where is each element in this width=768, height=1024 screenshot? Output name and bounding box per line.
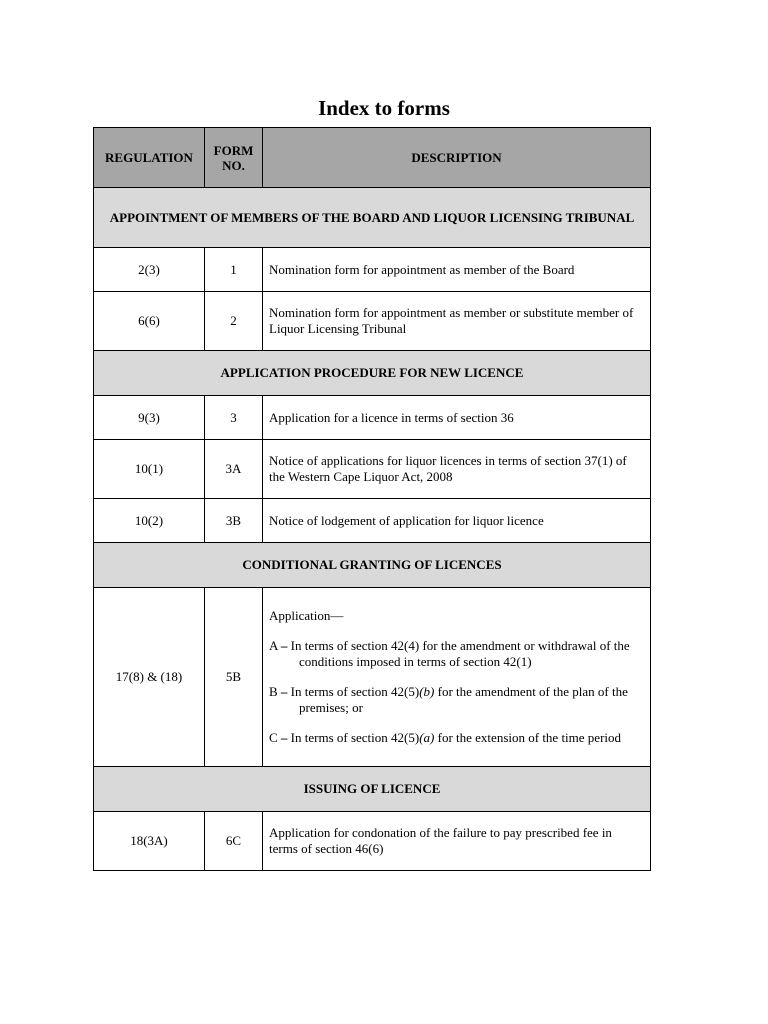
description-cell	[263, 588, 651, 767]
form-cell: 5B	[205, 588, 263, 767]
header-form-no-line2: NO.	[222, 157, 245, 173]
section-row	[94, 767, 651, 812]
regulation-cell: 10(1)	[94, 440, 205, 499]
header-form-no-line1: FORM	[213, 142, 254, 158]
section-title: APPOINTMENT OF MEMBERS OF THE BOARD AND LIQUOR LICENSING TRIBUNAL	[94, 188, 651, 248]
item-text: In terms of section 42(4) for the amendment or withdrawal of the conditions imposed in terms of section 42(1)	[290, 638, 630, 669]
table-row	[94, 499, 651, 543]
item-text-post: for the extension of the time period	[434, 730, 622, 745]
header-form-no	[205, 128, 263, 188]
section-title: CONDITIONAL GRANTING OF LICENCES	[94, 543, 651, 588]
forms-index-table	[93, 127, 651, 871]
item-text: In terms of section 42(5)	[290, 684, 420, 699]
section-row	[94, 543, 651, 588]
item-letter: C	[269, 730, 278, 745]
form-cell: 3	[205, 396, 263, 440]
section-row	[94, 188, 651, 248]
regulation-cell: 17(8) & (18)	[94, 588, 205, 767]
table-row	[94, 812, 651, 871]
form-cell: 3B	[205, 499, 263, 543]
form-cell: 2	[205, 292, 263, 351]
item-text: In terms of section 42(5)	[290, 730, 420, 745]
form-cell: 1	[205, 248, 263, 292]
header-description: DESCRIPTION	[263, 128, 651, 188]
form-cell: 6C	[205, 812, 263, 871]
header-regulation: REGULATION	[94, 128, 205, 188]
table-row	[94, 292, 651, 351]
section-title: ISSUING OF LICENCE	[94, 767, 651, 812]
item-italic: (a)	[419, 730, 435, 745]
form-cell: 3A	[205, 440, 263, 499]
description-item-a: A – In terms of section 42(4) for the amendment or withdrawal of the conditions imposed in terms of section 42(1)	[269, 638, 630, 669]
regulation-cell: 10(2)	[94, 499, 205, 543]
description-cell: Application for a licence in terms of section 36	[263, 396, 651, 440]
description-block	[269, 608, 644, 746]
table-row	[94, 440, 651, 499]
regulation-cell: 9(3)	[94, 396, 205, 440]
page-title: Index to forms	[318, 96, 450, 120]
description-cell: Notice of lodgement of application for liquor licence	[263, 499, 651, 543]
item-letter: B	[269, 684, 278, 699]
item-text-post: for the amendment of the plan of the premises; or	[299, 684, 628, 715]
table-row	[94, 248, 651, 292]
item-italic: (b)	[419, 684, 435, 699]
regulation-cell: 6(6)	[94, 292, 205, 351]
regulation-cell: 2(3)	[94, 248, 205, 292]
description-cell: Application for condonation of the failure to pay prescribed fee in terms of section 46(6)	[263, 812, 651, 871]
section-row	[94, 351, 651, 396]
table-header-row	[94, 128, 651, 188]
description-intro: Application—	[269, 608, 344, 623]
description-cell: Notice of applications for liquor licences in terms of section 37(1) of the Western Cape Liquor Act, 2008	[263, 440, 651, 499]
regulation-cell: 18(3A)	[94, 812, 205, 871]
item-letter: A	[269, 638, 278, 653]
table-row	[94, 588, 651, 767]
description-item-b: B – In terms of section 42(5)(b) for the amendment of the plan of the premises; or	[269, 684, 628, 715]
table-row	[94, 396, 651, 440]
section-title: APPLICATION PROCEDURE FOR NEW LICENCE	[94, 351, 651, 396]
description-cell: Nomination form for appointment as member of the Board	[263, 248, 651, 292]
description-item-c: C – In terms of section 42(5)(a) for the extension of the time period	[269, 730, 622, 745]
description-cell: Nomination form for appointment as member or substitute member of Liquor Licensing Tribunal	[263, 292, 651, 351]
